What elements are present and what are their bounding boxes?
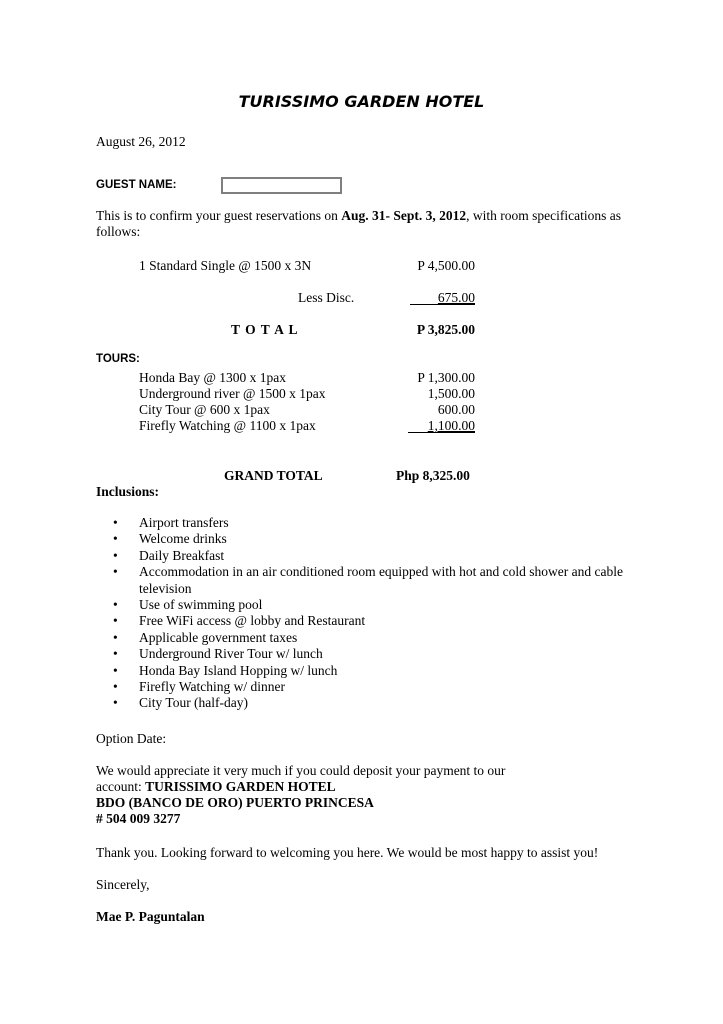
grand-total-label: GRAND TOTAL <box>224 468 323 483</box>
tour-item-name: City Tour @ 600 x 1pax <box>139 402 270 417</box>
list-item: • Use of swimming pool <box>113 597 623 613</box>
tour-item-name: Honda Bay @ 1300 x 1pax <box>139 370 287 385</box>
tour-item-amount: 600.00 <box>437 402 475 417</box>
room-amount: P 4,500.00 <box>417 258 475 273</box>
letter-date: August 26, 2012 <box>96 134 186 149</box>
list-item: • Airport transfers <box>113 515 623 531</box>
confirmation-paragraph: This is to confirm your guest reservations on Aug. 31- Sept. 3, 2012, with room specifications as follows: <box>96 208 621 239</box>
discount-amount: 675.00 <box>437 290 475 305</box>
option-date: Option Date: <box>96 731 167 746</box>
list-item: • Firefly Watching w/ dinner <box>113 679 623 695</box>
list-item: • Free WiFi access @ lobby and Restaurant <box>113 613 623 629</box>
payment-text: We would appreciate it very much if you could deposit your payment to our <box>96 763 506 778</box>
payment-account: account: TURISSIMO GARDEN HOTEL <box>96 779 336 794</box>
tour-item-amount: 1,100.00 <box>427 418 475 433</box>
tours-underline <box>408 432 475 433</box>
inclusions-list <box>113 515 623 712</box>
list-item: • Honda Bay Island Hopping w/ lunch <box>113 663 623 679</box>
room-total-label: T O T A L <box>231 322 299 337</box>
sign-off: Sincerely, <box>96 877 150 892</box>
list-item: • Accommodation in an air conditioned room equipped with hot and cold shower and cable television <box>113 564 623 597</box>
hotel-title: TURISSIMO GARDEN HOTEL <box>238 92 485 111</box>
list-item: • Daily Breakfast <box>113 548 623 564</box>
account-name: TURISSIMO GARDEN HOTEL <box>145 779 336 794</box>
signatory-name: Mae P. Paguntalan <box>96 909 205 924</box>
grand-total-amount: Php 8,325.00 <box>396 468 470 483</box>
thank-you-text: Thank you. Looking forward to welcoming you here. We would be most happy to assist you! <box>96 845 599 860</box>
list-item: • Underground River Tour w/ lunch <box>113 646 623 662</box>
tours-label: TOURS: <box>96 353 140 365</box>
room-total-amount: P 3,825.00 <box>416 322 475 337</box>
tour-item-name: Underground river @ 1500 x 1pax <box>139 386 326 401</box>
discount-label: Less Disc. <box>298 290 355 305</box>
inclusions-label: Inclusions: <box>96 484 160 499</box>
guest-name-redacted-box <box>221 177 342 194</box>
list-item: • Applicable government taxes <box>113 630 623 646</box>
list-item: • City Tour (half-day) <box>113 695 623 711</box>
tour-item-name: Firefly Watching @ 1100 x 1pax <box>139 418 316 433</box>
stay-dates: Aug. 31- Sept. 3, 2012 <box>341 208 467 223</box>
account-number: # 504 009 3277 <box>96 811 181 826</box>
guest-name-label: GUEST NAME: <box>96 179 177 191</box>
discount-underline <box>410 304 475 305</box>
room-description: 1 Standard Single @ 1500 x 3N <box>139 258 312 273</box>
list-item: • Welcome drinks <box>113 531 623 547</box>
tour-item-amount: 1,500.00 <box>427 386 475 401</box>
tour-item-amount: P 1,300.00 <box>417 370 475 385</box>
bank-name: BDO (BANCO DE ORO) PUERTO PRINCESA <box>96 795 374 810</box>
